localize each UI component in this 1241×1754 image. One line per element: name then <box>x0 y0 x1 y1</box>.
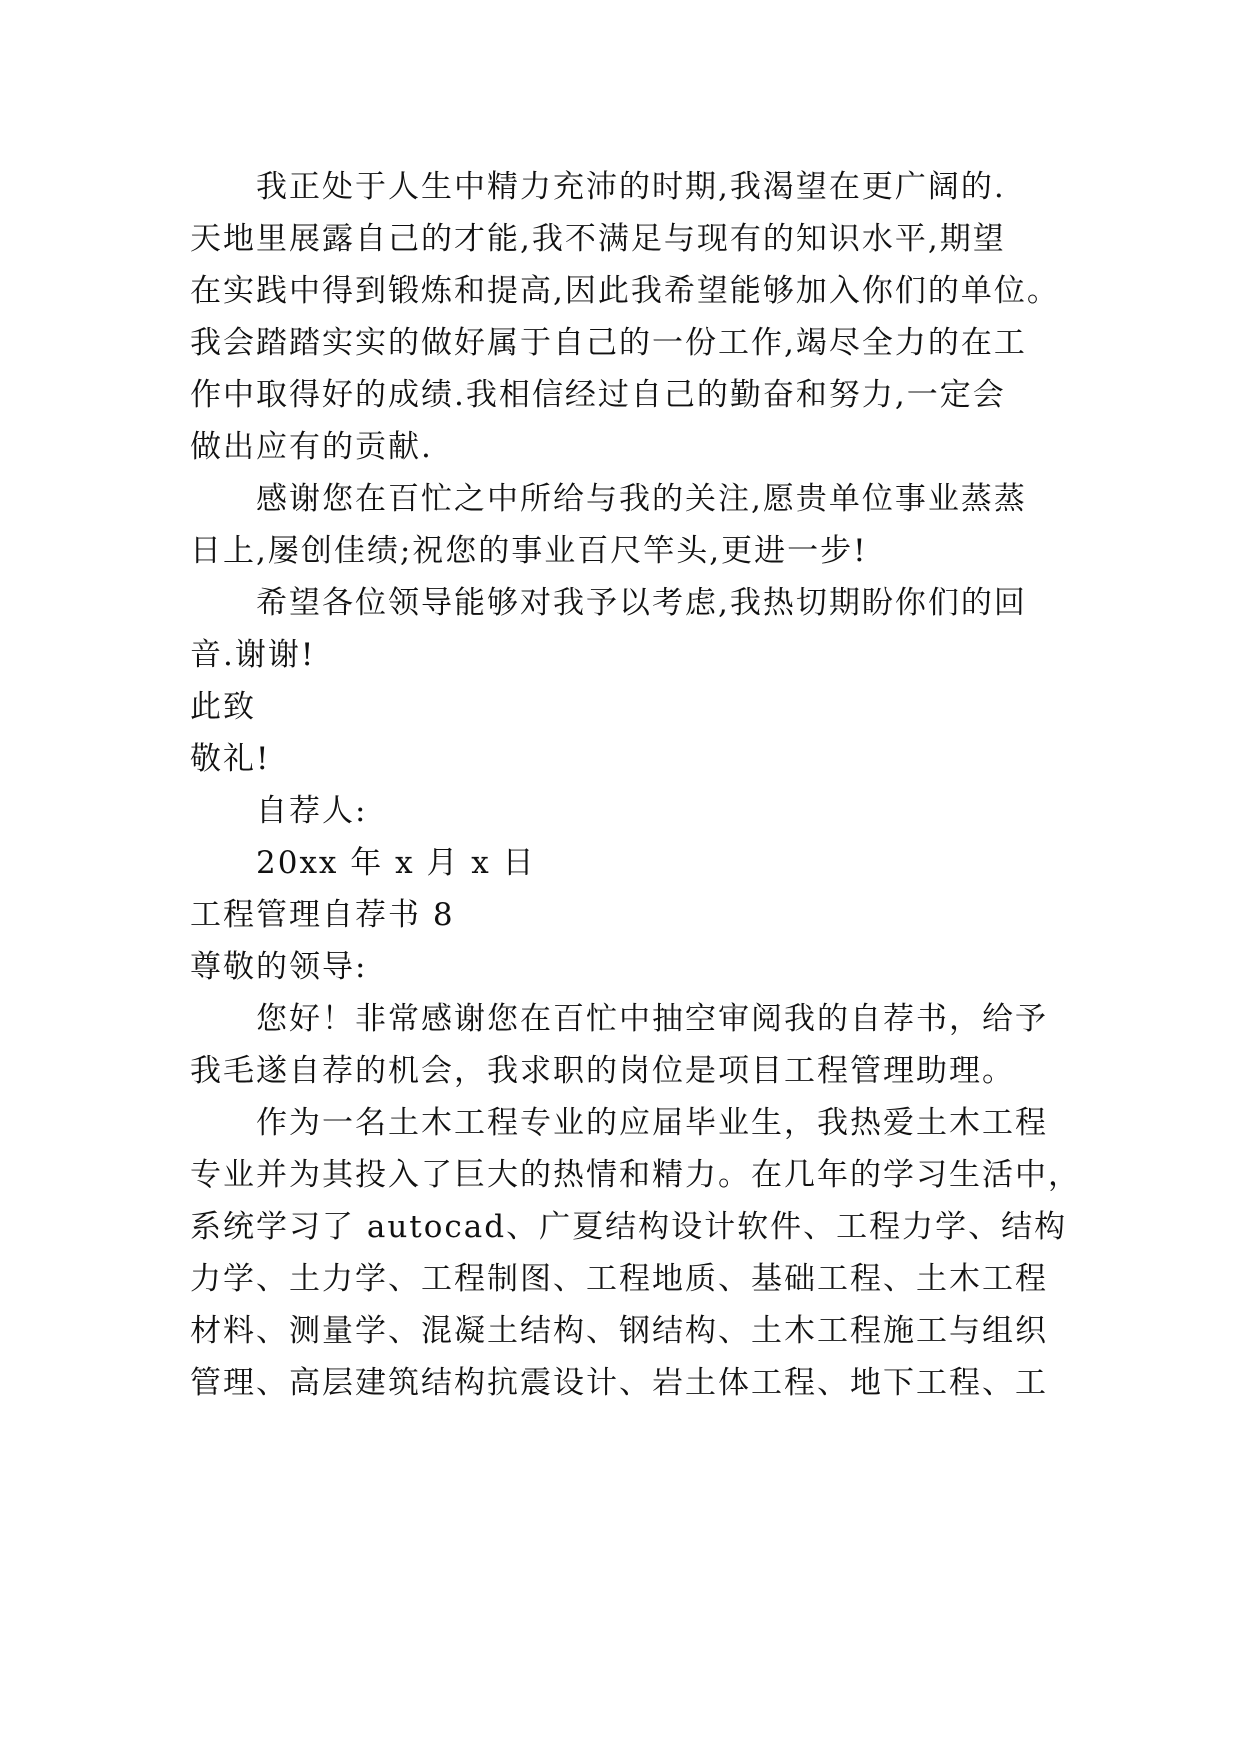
greeting-line: 尊敬的领导: <box>190 949 368 985</box>
signature-label: 自荐人: <box>256 793 368 829</box>
text-line: 在实践中得到锻炼和提高,因此我希望能够加入你们的单位。 <box>190 273 1060 309</box>
text-line: 力学、土力学、工程制图、工程地质、基础工程、土木工程 <box>190 1261 1048 1297</box>
text-line: 您好！非常感谢您在百忙中抽空审阅我的自荐书，给予 <box>256 1001 1048 1037</box>
text-line: 系统学习了 autocad、广夏结构设计软件、工程力学、结构 <box>190 1209 1068 1245</box>
text-line: 我会踏踏实实的做好属于自己的一份工作,竭尽全力的在工 <box>190 325 1027 361</box>
section-title: 工程管理自荐书 8 <box>190 897 455 933</box>
text-line: 我毛遂自荐的机会，我求职的岗位是项目工程管理助理。 <box>190 1053 1015 1089</box>
text-line: 音.谢谢! <box>190 637 316 673</box>
text-line: 日上,屡创佳绩;祝您的事业百尺竿头,更进一步! <box>190 533 868 569</box>
text-line: 做出应有的贡献. <box>190 429 433 465</box>
salutation-line: 敬礼! <box>190 741 271 777</box>
text-line: 作中取得好的成绩.我相信经过自己的勤奋和努力,一定会 <box>190 377 1006 413</box>
text-line: 材料、测量学、混凝土结构、钢结构、土木工程施工与组织 <box>190 1313 1048 1349</box>
text-line: 专业并为其投入了巨大的热情和精力。在几年的学习生活中， <box>190 1157 1081 1193</box>
text-line: 感谢您在百忙之中所给与我的关注,愿贵单位事业蒸蒸 <box>256 481 1027 517</box>
salutation-line: 此致 <box>190 689 256 725</box>
text-line: 管理、高层建筑结构抗震设计、岩土体工程、地下工程、工 <box>190 1365 1048 1401</box>
date-line: 20xx 年 x 月 x 日 <box>256 845 536 881</box>
text-line: 作为一名土木工程专业的应届毕业生，我热爱土木工程 <box>256 1105 1048 1141</box>
text-line: 希望各位领导能够对我予以考虑,我热切期盼你们的回 <box>256 585 1027 621</box>
text-line: 我正处于人生中精力充沛的时期,我渴望在更广阔的. <box>256 169 1006 205</box>
text-line: 天地里展露自己的才能,我不满足与现有的知识水平,期望 <box>190 221 1006 257</box>
